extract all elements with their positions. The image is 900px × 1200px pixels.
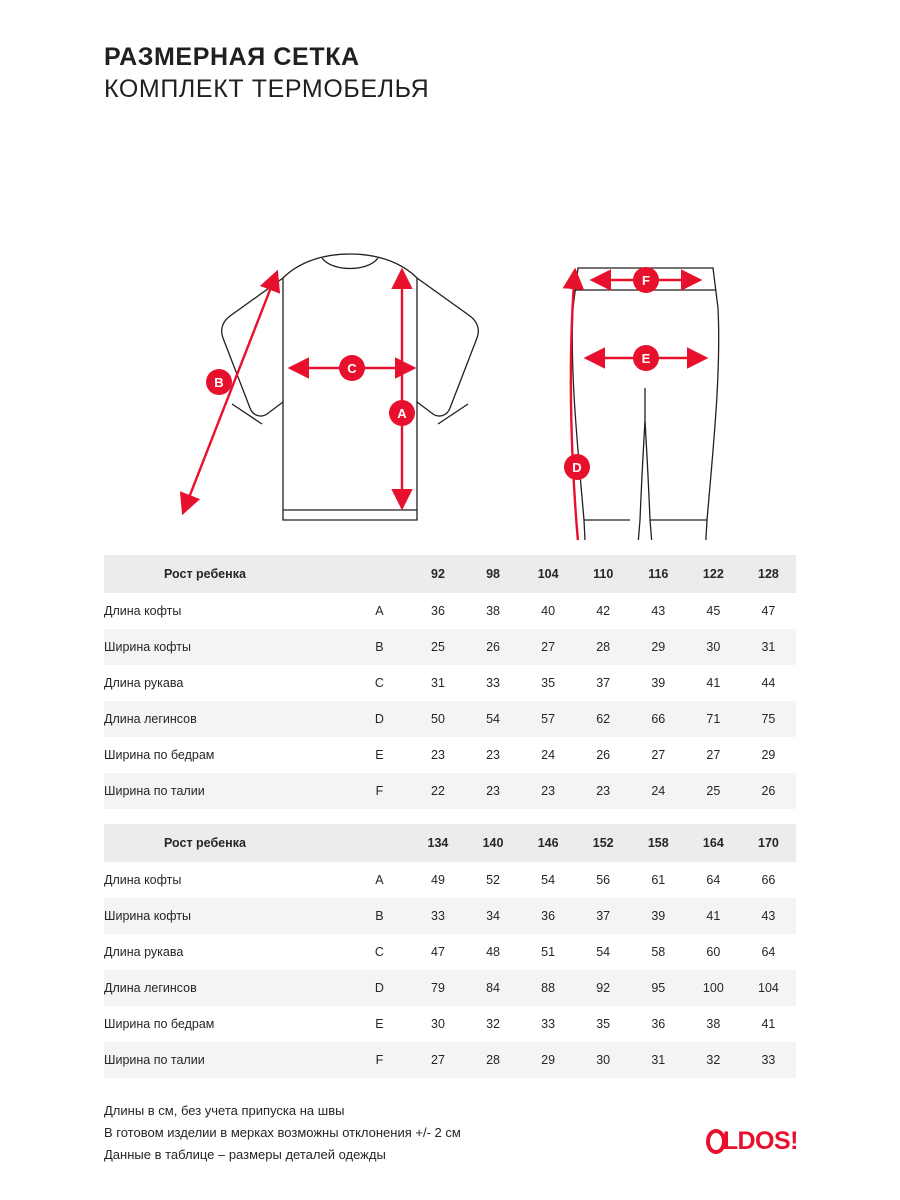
row-value: 51 [521,934,576,970]
row-value: 34 [466,898,521,934]
table-header-size: 140 [466,824,521,862]
row-value: 22 [410,773,465,809]
row-value: 30 [576,1042,631,1078]
row-value: 35 [576,1006,631,1042]
table-header-size: 116 [631,555,686,593]
row-value: 33 [741,1042,796,1078]
row-label: Ширина по бедрам [104,1006,348,1042]
row-value: 64 [686,862,741,898]
marker-d-label: D [572,460,582,475]
row-letter: D [348,701,410,737]
row-value: 50 [410,701,465,737]
row-value: 24 [631,773,686,809]
table-header-size: 104 [521,555,576,593]
row-value: 29 [631,629,686,665]
table-header-size: 134 [410,824,465,862]
row-value: 56 [576,862,631,898]
table-header-label: Рост ребенка [104,824,348,862]
row-label: Длина кофты [104,862,348,898]
row-label: Длина рукава [104,665,348,701]
row-label: Длина легинсов [104,701,348,737]
row-value: 37 [576,665,631,701]
size-table-1 [104,555,796,809]
table-row [104,701,796,737]
row-label: Ширина по талии [104,1042,348,1078]
size-table-1-wrapper [104,555,796,809]
table-row [104,934,796,970]
row-value: 64 [741,934,796,970]
table-row [104,1042,796,1078]
row-value: 27 [631,737,686,773]
row-value: 104 [741,970,796,1006]
row-value: 47 [410,934,465,970]
table-header-size: 110 [576,555,631,593]
row-value: 49 [410,862,465,898]
row-value: 39 [631,665,686,701]
page-title-line2: КОМПЛЕКТ ТЕРМОБЕЛЬЯ [104,75,430,103]
row-label: Ширина по бедрам [104,737,348,773]
page-title [104,42,429,104]
row-value: 54 [466,701,521,737]
row-value: 29 [741,737,796,773]
row-value: 30 [686,629,741,665]
row-value: 66 [741,862,796,898]
row-value: 23 [410,737,465,773]
row-value: 36 [631,1006,686,1042]
row-letter: F [348,773,410,809]
table-row [104,773,796,809]
row-label: Длина кофты [104,593,348,629]
table-header-size: 146 [521,824,576,862]
marker-b-label: B [214,375,224,390]
table-header-row [104,824,796,862]
row-value: 95 [631,970,686,1006]
table-header-size: 128 [741,555,796,593]
row-letter: A [348,593,410,629]
row-value: 32 [686,1042,741,1078]
table-header-label: Рост ребенка [104,555,348,593]
row-value: 75 [741,701,796,737]
logo-text: LDOS! [722,1126,798,1155]
row-value: 36 [410,593,465,629]
row-value: 27 [686,737,741,773]
row-value: 33 [410,898,465,934]
table-header-row [104,555,796,593]
marker-f-label: F [642,273,650,288]
table-row [104,593,796,629]
footnotes [104,1100,461,1166]
row-value: 38 [466,593,521,629]
row-value: 40 [521,593,576,629]
row-value: 47 [741,593,796,629]
sweater-outline [222,254,479,520]
row-value: 45 [686,593,741,629]
table-header-letter [348,824,410,862]
marker-e-label: E [641,351,651,366]
marker-a-label: A [397,406,407,421]
row-value: 58 [631,934,686,970]
row-label: Ширина кофты [104,629,348,665]
table-header-size: 98 [466,555,521,593]
row-value: 48 [466,934,521,970]
size-table-2-wrapper [104,824,796,1078]
row-value: 35 [521,665,576,701]
row-value: 26 [466,629,521,665]
row-value: 54 [521,862,576,898]
row-value: 39 [631,898,686,934]
footnote-line: Данные в таблице – размеры деталей одежды [104,1147,386,1162]
marker-c-label: C [347,361,357,376]
footnote-line: В готовом изделии в мерках возможны отклонения +/- 2 см [104,1125,461,1140]
row-value: 28 [466,1042,521,1078]
row-letter: F [348,1042,410,1078]
table-header-size: 170 [741,824,796,862]
row-letter: B [348,898,410,934]
row-value: 62 [576,701,631,737]
footnote-line: Длины в см, без учета припуска на швы [104,1103,345,1118]
row-value: 28 [576,629,631,665]
row-letter: D [348,970,410,1006]
table-header-size: 92 [410,555,465,593]
row-label: Длина рукава [104,934,348,970]
diagram-svg [0,120,900,540]
row-value: 23 [576,773,631,809]
table-row [104,665,796,701]
row-letter: B [348,629,410,665]
row-value: 42 [576,593,631,629]
row-value: 66 [631,701,686,737]
brand-logo [706,1124,798,1158]
row-value: 25 [410,629,465,665]
row-value: 38 [686,1006,741,1042]
row-value: 44 [741,665,796,701]
row-letter: E [348,1006,410,1042]
table-header-size: 164 [686,824,741,862]
leggings-outline [572,268,718,540]
page-title-line1: РАЗМЕРНАЯ СЕТКА [104,43,360,71]
row-value: 27 [521,629,576,665]
row-value: 41 [686,898,741,934]
row-value: 33 [466,665,521,701]
row-value: 25 [686,773,741,809]
row-value: 61 [631,862,686,898]
row-value: 84 [466,970,521,1006]
table-row [104,737,796,773]
row-value: 24 [521,737,576,773]
table-header-size: 122 [686,555,741,593]
table-row [104,970,796,1006]
garment-diagrams [0,120,900,540]
row-value: 92 [576,970,631,1006]
table-row [104,862,796,898]
row-value: 71 [686,701,741,737]
row-value: 32 [466,1006,521,1042]
row-letter: A [348,862,410,898]
row-value: 41 [686,665,741,701]
row-value: 23 [466,773,521,809]
row-value: 27 [410,1042,465,1078]
row-value: 54 [576,934,631,970]
row-label: Ширина по талии [104,773,348,809]
row-value: 43 [741,898,796,934]
row-value: 23 [466,737,521,773]
row-value: 100 [686,970,741,1006]
row-value: 23 [521,773,576,809]
row-value: 31 [631,1042,686,1078]
row-value: 79 [410,970,465,1006]
row-letter: E [348,737,410,773]
row-value: 26 [576,737,631,773]
row-value: 57 [521,701,576,737]
row-value: 26 [741,773,796,809]
row-value: 41 [741,1006,796,1042]
row-value: 88 [521,970,576,1006]
table-row [104,1006,796,1042]
row-value: 36 [521,898,576,934]
table-header-size: 158 [631,824,686,862]
row-letter: C [348,665,410,701]
row-value: 31 [410,665,465,701]
row-value: 33 [521,1006,576,1042]
table-header-size: 152 [576,824,631,862]
size-table-2 [104,824,796,1078]
row-value: 43 [631,593,686,629]
row-label: Длина легинсов [104,970,348,1006]
table-row [104,898,796,934]
table-row [104,629,796,665]
row-value: 30 [410,1006,465,1042]
row-value: 31 [741,629,796,665]
row-value: 60 [686,934,741,970]
row-value: 52 [466,862,521,898]
row-label: Ширина кофты [104,898,348,934]
row-letter: C [348,934,410,970]
row-value: 29 [521,1042,576,1078]
row-value: 37 [576,898,631,934]
table-header-letter [348,555,410,593]
